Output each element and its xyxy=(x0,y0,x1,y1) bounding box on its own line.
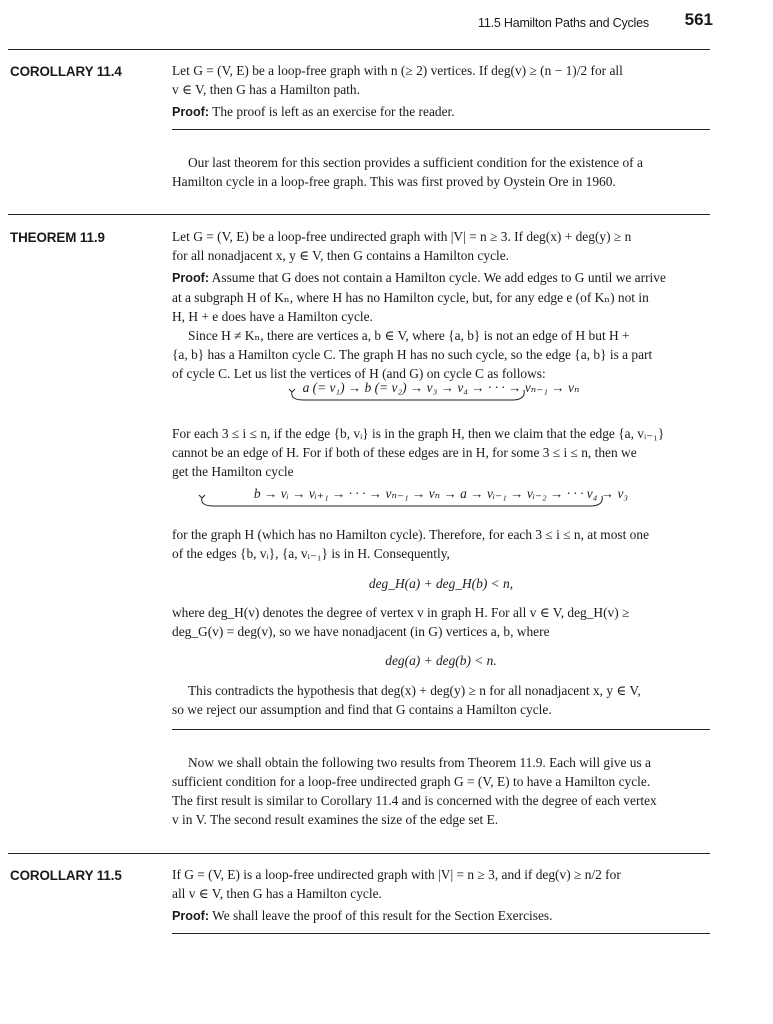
cycle-expression-2: b → vᵢ → vᵢ₊₁ → · · · → vₙ₋₁ → vₙ → a → vᵢ₋₁ → vᵢ₋₂ → · · · v₄ → v₃ xyxy=(253,486,629,501)
theorem-11-9-body xyxy=(172,227,710,383)
proof-line: at a subgraph H of Kₙ, where H has no Hamilton cycle, but, for any edge e (of Kₙ) not in xyxy=(172,290,649,305)
proof-line: deg_G(v) = deg(v), so we have nonadjacent (in G) vertices a, b, where xyxy=(172,624,550,639)
proof-label: Proof: xyxy=(172,105,210,119)
proof-line: for the graph H (which has no Hamilton cycle). Therefore, for each 3 ≤ i ≤ n, at most one xyxy=(172,527,650,542)
end-of-proof-rule xyxy=(172,129,710,130)
inequality-2: deg(a) + deg(b) < n. xyxy=(385,653,497,668)
proof-label: Proof: xyxy=(172,909,210,923)
proof-line: H, H + e does have a Hamilton cycle. xyxy=(172,309,373,324)
proof-line: of cycle C. Let us list the vertices of H (and G) on cycle C as follows: xyxy=(172,366,546,381)
corollary-11-4-label: COROLLARY 11.4 xyxy=(10,64,122,79)
proof-label: Proof: xyxy=(172,271,210,285)
section-divider xyxy=(8,49,710,50)
corollary-11-5-label: COROLLARY 11.5 xyxy=(10,868,122,883)
proof-line: where deg_H(v) denotes the degree of vertex v in graph H. For all v ∈ V, deg_H(v) ≥ xyxy=(172,605,630,620)
cycle-return-arrow-2 xyxy=(198,486,608,510)
theorem-statement-line: for all nonadjacent x, y ∈ V, then G contains a Hamilton cycle. xyxy=(172,248,510,263)
proof-line: This contradicts the hypothesis that deg(x) + deg(y) ≥ n for all nonadjacent x, y ∈ V, xyxy=(188,683,641,698)
corollary-11-5-proof xyxy=(172,906,710,926)
end-of-proof-rule xyxy=(172,729,710,730)
proof-line: {a, b} has a Hamilton cycle C. The graph H has no such cycle, so the edge {a, b} is a part xyxy=(172,347,653,362)
proof-text: We shall leave the proof of this result for the Section Exercises. xyxy=(209,908,553,923)
paragraph-line: Hamilton cycle in a loop-free graph. This was first proved by Oystein Ore in 1960. xyxy=(172,174,616,189)
theorem-11-9-proof-continued xyxy=(172,424,710,481)
theorem-11-9-label: THEOREM 11.9 xyxy=(10,230,105,245)
proof-text: Assume that G does not contain a Hamilton cycle. We add edges to G until we arrive xyxy=(209,270,666,285)
proof-line: of the edges {b, vᵢ}, {a, vᵢ₋₁} is in H. Consequently, xyxy=(172,546,450,561)
page-number: 561 xyxy=(684,10,713,29)
corollary-11-5-statement-line: If G = (V, E) is a loop-free undirected graph with |V| = n ≥ 3, and if deg(v) ≥ n/2 for xyxy=(172,867,621,882)
section-divider xyxy=(8,214,710,215)
corollary-11-4-proof xyxy=(172,102,710,122)
corollary-11-5-body xyxy=(172,865,710,926)
inequality-1: deg_H(a) + deg_H(b) < n, xyxy=(368,576,514,591)
paragraph-line: Now we shall obtain the following two results from Theorem 11.9. Each will give us a xyxy=(188,755,652,770)
paragraph-line: Our last theorem for this section provides a sufficient condition for the existence of a xyxy=(188,155,643,170)
transition-paragraph xyxy=(172,753,710,829)
intro-paragraph xyxy=(172,153,710,191)
theorem-11-9-proof-degrees xyxy=(172,603,710,641)
cycle-expression-1: a (= v₁) → b (= v₂) → v₃ → v₄ → · · · → vₙ₋₁ → vₙ xyxy=(302,380,580,395)
end-of-proof-rule xyxy=(172,933,710,934)
cycle-return-arrow-1 xyxy=(288,380,528,404)
section-divider xyxy=(8,853,710,854)
theorem-statement-line: Let G = (V, E) be a loop-free undirected graph with |V| = n ≥ 3. If deg(x) + deg(y) ≥ n xyxy=(172,229,632,244)
running-header-title: 11.5 Hamilton Paths and Cycles xyxy=(478,16,649,30)
proof-text: The proof is left as an exercise for the reader. xyxy=(209,104,455,119)
corollary-11-5-statement-line: all v ∈ V, then G has a Hamilton cycle. xyxy=(172,886,382,901)
proof-line: get the Hamilton cycle xyxy=(172,464,294,479)
theorem-11-9-proof-final xyxy=(172,681,710,719)
corollary-11-4-statement-line: v ∈ V, then G has a Hamilton path. xyxy=(172,82,360,97)
paragraph-line: The first result is similar to Corollary 11.4 and is concerned with the degree of each vertex xyxy=(172,793,657,808)
proof-line xyxy=(172,268,710,288)
proof-line: cannot be an edge of H. For if both of these edges are in H, for some 3 ≤ i ≤ n, then we xyxy=(172,445,637,460)
proof-line: Since H ≠ Kₙ, there are vertices a, b ∈ V, where {a, b} is not an edge of H but H + xyxy=(188,328,630,343)
corollary-11-4-statement-line: Let G = (V, E) be a loop-free graph with n (≥ 2) vertices. If deg(v) ≥ (n − 1)/2 for all xyxy=(172,63,623,78)
paragraph-line: v in V. The second result examines the size of the edge set E. xyxy=(172,812,499,827)
proof-line: so we reject our assumption and find that G contains a Hamilton cycle. xyxy=(172,702,552,717)
corollary-11-4-body xyxy=(172,61,710,122)
proof-line: For each 3 ≤ i ≤ n, if the edge {b, vᵢ} is in the graph H, then we claim that the edge {a, vᵢ₋₁} xyxy=(172,426,665,441)
theorem-11-9-proof-conclusion xyxy=(172,525,710,563)
paragraph-line: sufficient condition for a loop-free undirected graph G = (V, E) to have a Hamilton cycle. xyxy=(172,774,651,789)
